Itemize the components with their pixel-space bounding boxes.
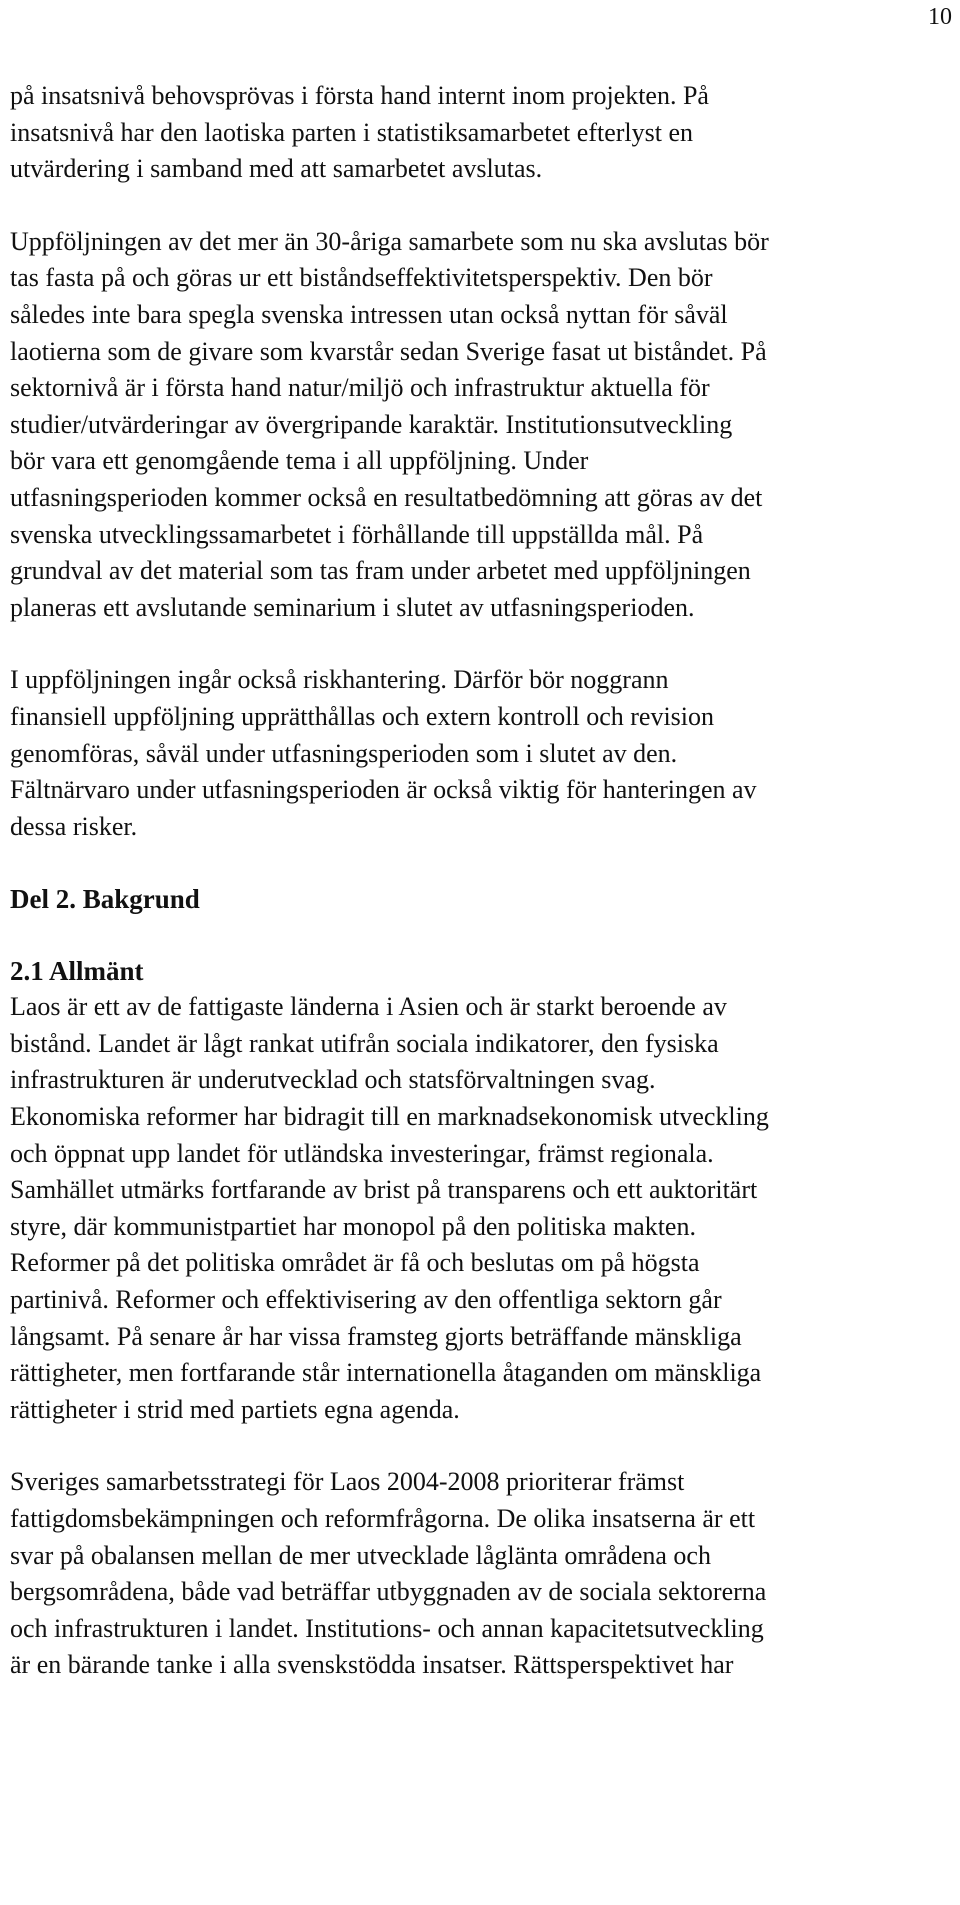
page-number: 10 — [928, 4, 952, 30]
part-heading: Del 2. Bakgrund — [10, 884, 200, 915]
text-line: insatsnivå har den laotiska parten i statistiksamarbetet efterlyst en — [10, 117, 694, 147]
text-line: Ekonomiska reformer har bidragit till en marknadsekonomisk utveckling — [10, 1102, 769, 1132]
text-line: planeras ett avslutande seminarium i slutet av utfasningsperioden. — [10, 592, 695, 622]
text-line: bistånd. Landet är lågt rankat utifrån sociala indikatorer, den fysiska — [10, 1028, 719, 1058]
text-line: är en bärande tanke i alla svenskstödda insatser. Rättsperspektivet har — [10, 1650, 734, 1680]
paragraph-risk-management — [10, 662, 960, 845]
text-line: bergsområdena, både vad beträffar utbyggnaden av de sociala sektorerna — [10, 1577, 767, 1607]
text-line: rättigheter, men fortfarande står internationella åtaganden om mänskliga — [10, 1358, 762, 1388]
text-line: tas fasta på och göras ur ett biståndseffektivitetsperspektiv. Den bör — [10, 263, 713, 293]
text-line: utfasningsperioden kommer också en resultatbedömning att göras av det — [10, 482, 763, 512]
text-line: och infrastrukturen i landet. Institutions- och annan kapacitetsutveckling — [10, 1613, 764, 1643]
text-line: dessa risker. — [10, 811, 138, 841]
text-line: och öppnat upp landet för utländska investeringar, främst regionala. — [10, 1138, 714, 1168]
paragraph-evaluation — [10, 78, 960, 188]
text-line: således inte bara spegla svenska intressen utan också nyttan för såväl — [10, 299, 728, 329]
text-line: Laos är ett av de fattigaste länderna i Asien och är starkt beroende av — [10, 992, 727, 1022]
text-line: Fältnärvaro under utfasningsperioden är också viktig för hanteringen av — [10, 775, 757, 805]
text-line: sektornivå är i första hand natur/miljö och infrastruktur aktuella för — [10, 373, 710, 403]
text-line: laotierna som de givare som kvarstår sedan Sverige fasat ut biståndet. På — [10, 336, 767, 366]
section-heading: 2.1 Allmänt — [10, 956, 144, 987]
paragraph-laos-general — [10, 989, 960, 1428]
text-line: utvärdering i samband med att samarbetet avslutas. — [10, 154, 543, 184]
text-line: bör vara ett genomgående tema i all uppföljning. Under — [10, 446, 589, 476]
document-body — [10, 78, 960, 1720]
text-line: grundval av det material som tas fram under arbetet med uppföljningen — [10, 556, 751, 586]
text-line: styre, där kommunistpartiet har monopol på den politiska makten. — [10, 1211, 696, 1241]
text-line: partinivå. Reformer och effektivisering av den offentliga sektorn går — [10, 1285, 722, 1315]
paragraph-cooperation-strategy — [10, 1464, 960, 1684]
paragraph-follow-up — [10, 224, 960, 627]
text-line: fattigdomsbekämpningen och reformfrågorna. De olika insatserna är ett — [10, 1504, 756, 1533]
text-line: Samhället utmärks fortfarande av brist på transparens och ett auktoritärt — [10, 1175, 758, 1205]
text-line: Reformer på det politiska området är få och beslutas om på högsta — [10, 1248, 700, 1278]
text-line: infrastrukturen är underutvecklad och statsförvaltningen svag. — [10, 1065, 656, 1095]
text-line: studier/utvärderingar av övergripande karaktär. Institutionsutveckling — [10, 409, 733, 439]
text-line: finansiell uppföljning upprätthållas och extern kontroll och revision — [10, 701, 715, 731]
text-line: rättigheter i strid med partiets egna agenda. — [10, 1394, 460, 1424]
text-line: svar på obalansen mellan de mer utvecklade låglänta områdena och — [10, 1540, 711, 1570]
text-line: I uppföljningen ingår också riskhantering. Därför bör noggrann — [10, 665, 669, 695]
text-line: genomföras, såväl under utfasningsperioden som i slutet av den. — [10, 738, 678, 768]
text-line: Sveriges samarbetsstrategi för Laos 2004-2008 prioriterar främst — [10, 1467, 685, 1497]
text-line: långsamt. På senare år har vissa framsteg gjorts beträffande mänskliga — [10, 1321, 742, 1351]
text-line: på insatsnivå behovsprövas i första hand internt inom projekten. På — [10, 81, 709, 110]
text-line: svenska utvecklingssamarbetet i förhållande till uppställda mål. På — [10, 519, 704, 549]
text-line: Uppföljningen av det mer än 30-åriga samarbete som nu ska avslutas bör — [10, 226, 769, 256]
